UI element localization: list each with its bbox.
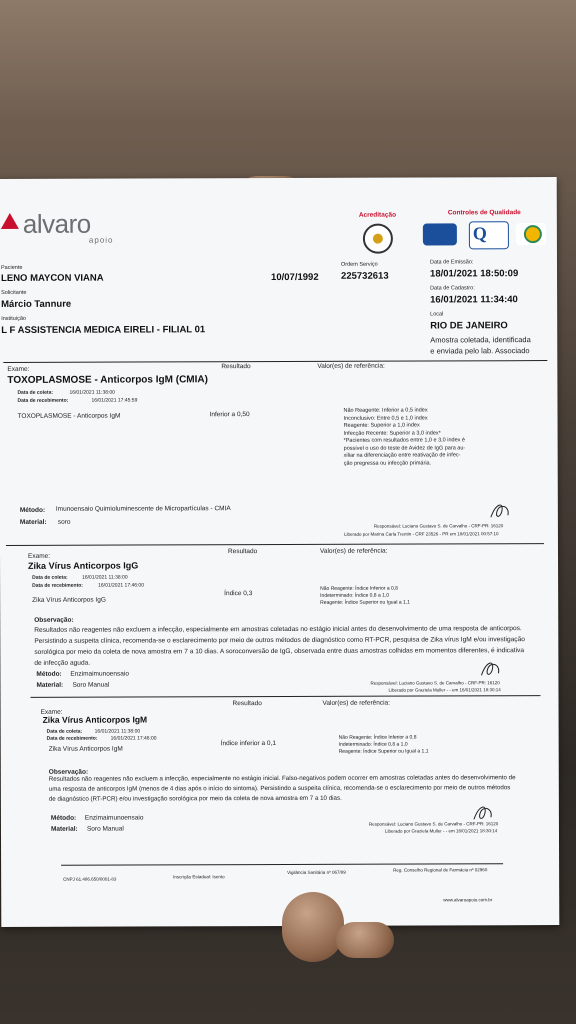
local-name: RIO DE JANEIRO (430, 320, 508, 332)
sample-note-1: Amostra coletada, identificada (430, 335, 531, 345)
exam3-responsible: Responsável: Luciano Gustavo S. de Carvalho - CRF-PR: 16120 (368, 821, 499, 827)
controllab-badge-icon (423, 223, 457, 245)
divider-2 (6, 543, 544, 546)
exam3-title: Zika Vírus Anticorpos IgM (42, 714, 148, 725)
lab-report-sheet (0, 177, 559, 927)
exam2-collect: 16/01/2021 11:38:00 (82, 574, 128, 581)
exam1-ref-line: Reagente: Superior a 1,0 index (343, 422, 420, 429)
order-number: 225732613 (341, 270, 389, 282)
exam1-title: TOXOPLASMOSE - Anticorpos IgM (CMIA) (7, 374, 208, 386)
patient-label: Paciente (0, 264, 23, 271)
hand-bottom (336, 922, 394, 958)
external-control-badge-icon (516, 223, 546, 245)
exam1-ref-line: xiliar na diferenciação entre reativação de infec- (343, 452, 461, 459)
exam2-obs-label: Observação: (34, 616, 74, 624)
exam3-material: Soro Manual (86, 825, 124, 833)
exam3-ref-line: Reagente: Índice Superior ou Igual a 1,1 (338, 748, 429, 755)
exam3-released: Liberado por Graziela Muller - - em 16/01/2021 18:30:14 (384, 828, 498, 834)
exam2-method: Enzimaimunoensaio (70, 670, 129, 678)
exam1-name: TOXOPLASMOSE - Anticorpos IgM (17, 412, 121, 420)
exam2-ref-line: Reagente: Índice Superior ou Igual a 1,1 (320, 599, 410, 606)
exam3-col-result: Resultado (232, 700, 262, 708)
exam2-method-label: Método: (36, 670, 62, 678)
exam2-receive-label: Data de recebimento: (32, 582, 83, 589)
emission-date: 18/01/2021 18:50:09 (430, 268, 519, 280)
exam2-receive: 16/01/2021 17:46:00 (98, 582, 145, 589)
exam2-signature (478, 657, 502, 679)
requester-label: Solicitante (1, 289, 27, 296)
logo-sub: apoio (88, 235, 114, 245)
pnacl-seal-icon (363, 224, 393, 254)
exam2-reference (320, 586, 410, 607)
accreditation-label: Acreditação (358, 211, 397, 219)
exam1-collect-label: Data de coleta: (17, 389, 54, 396)
exam1-result: Inferior a 0,50 (209, 411, 250, 419)
sample-note-2: e enviada pelo lab. Associado (430, 346, 530, 356)
exam2-material: Soro Manual (72, 681, 110, 689)
exam3-material-label: Material: (50, 825, 78, 833)
exam2-title: Zika Vírus Anticorpos IgG (28, 560, 139, 571)
exam1-method-label: Método: (19, 506, 46, 514)
exam1-collect: 16/01/2021 11:38:00 (69, 389, 115, 396)
exam3-collect-label: Data de coleta: (46, 728, 83, 735)
exam2-observation: Resultados não reagentes não excluem a infecção, especialmente em amostras coletadas no estágio inicial antes do desenvolvimento de uma resposta de anticorpos. Persistindo a suspeita clínica, recomenda-se o esclarecimento por meio de outros métodos de diagnóstico como RT-PCR, pesquisa de Zika vírus IgM e/ou investigação sorológica por meio da coleta de nova amostra em 7 a 10 dias. A soroconversão de IgG, observada entre duas amostras colhidas em momentos diferentes, é indicativa de infecção aguda. (34, 625, 525, 667)
exam1-method: Imunoensaio Quimioluminescente de Micropartículas - CMIA (55, 505, 231, 513)
register-date: 16/01/2021 11:34:40 (430, 294, 518, 306)
exam3-method-label: Método: (50, 814, 77, 822)
exam1-ref-line: Infecção Recente: Superior a 3,0 index* (343, 429, 441, 437)
divider-3 (31, 695, 541, 698)
footer-cnpj: CNPJ 61.486.650/0001-83 (63, 876, 117, 882)
footer-site: www.alvaroapoio.com.br (443, 897, 493, 903)
exam1-material: soro (57, 518, 71, 526)
exam3-reference (339, 734, 429, 755)
exam1-ref-line: Inconclusivo: Entre 0,5 e 1,0 index (343, 414, 428, 422)
exam2-result: Índice 0,3 (224, 590, 253, 598)
footer-sanitary: Vigilância Sanitária nº 067/89 (287, 869, 346, 875)
exam2-col-ref: Valor(es) de referência: (319, 547, 388, 555)
divider-footer (61, 863, 503, 865)
quality-label: Controles de Qualidade (447, 209, 521, 217)
exam1-signature (488, 499, 514, 521)
footer-crf: Reg. Conselho Regional de Farmácia nº 02960 (393, 867, 488, 873)
exam1-ref-line: *Pacientes com resultados entre 1,0 e 3,0 index é (343, 437, 466, 444)
exam3-name: Zika Vírus Anticorpos IgM (48, 745, 123, 753)
emission-label: Data de Emissão: (429, 259, 474, 266)
exam1-ref-line: possível o uso do teste de Avidez de IgG para au- (343, 444, 466, 452)
institution-label: Instituição (1, 315, 26, 322)
exam1-responsible: Responsável: Luciano Gustavo S. de Carvalho - CRF-PR: 16120 (373, 523, 504, 529)
exam1-ref-line: ção pregressa ou infecção primária. (343, 459, 432, 467)
exam1-col-ref: Valor(es) de referência: (317, 362, 385, 370)
requester-name: Márcio Tannure (1, 298, 72, 310)
exam3-receive-label: Data de recebimento: (46, 735, 98, 742)
exam3-collect: 16/01/2021 11:38:00 (94, 728, 141, 735)
exam2-col-result: Resultado (227, 548, 258, 556)
quality-club-badge-icon: Q (469, 221, 509, 249)
logo-triangle-icon (1, 213, 19, 229)
exam1-material-label: Material: (19, 518, 47, 526)
exam3-observation: Resultados não reagentes não excluem a infecção, especialmente no estágio inicial. Falso-negativos podem ocorrer em amostras coletadas antes do desenvolvimento de uma resposta de anticorpos IgM (menos de 4 dias após o início do sintoma). Persistindo a suspeita clínica, recomenda-se o esclarecimento por meio de outros métodos de diagnóstico (RT-PCR) e/ou investigação sorológica por meio da coleta de nova amostra em 7 a 10 dias. (48, 774, 516, 803)
exam3-signature (471, 801, 495, 823)
finger-bottom (282, 892, 344, 962)
institution-name: L F ASSISTENCIA MEDICA EIRELI - FILIAL 01 (1, 324, 206, 336)
exam2-responsible: Responsável: Luciano Gustavo S. de Carvalho - CRF-PR: 16120 (370, 680, 500, 686)
patient-name: LENO MAYCON VIANA (1, 272, 104, 284)
exam2-name: Zika Vírus Anticorpos IgG (32, 596, 106, 604)
exam1-ref-line: Não Reagente: Inferior a 0,5 index (343, 407, 428, 414)
exam1-reference (343, 407, 465, 467)
exam2-ref-line: Indeterminado: Índice 0,8 a 1,0 (320, 592, 390, 599)
exam2-material-label: Material: (36, 681, 64, 689)
exam3-col-exam: Exame: (40, 708, 63, 716)
exam1-col-result: Resultado (221, 363, 251, 371)
exam1-receive-label: Data de recebimento: (17, 397, 69, 404)
register-label: Data de Cadastro: (430, 285, 475, 292)
exam1-receive: 16/01/2021 17:45:59 (91, 397, 138, 404)
exam3-ref-line: Não Reagente: Índice Inferior a 0,8 (338, 734, 417, 741)
exam3-ref-line: Indeterminado: Índice 0,8 a 1,0 (338, 741, 408, 748)
exam3-receive: 16/01/2021 17:46:00 (110, 735, 157, 742)
order-label: Ordem Serviço (340, 261, 378, 268)
patient-birth: 10/07/1992 (271, 271, 319, 284)
exam2-collect-label: Data de coleta: (32, 574, 68, 581)
exam1-col-exam: Exame: (7, 365, 30, 373)
exam3-result: Índice inferior a 0,1 (220, 740, 276, 748)
exam1-released: Liberado por Marina Carla Trentin - CRF 23526 - PR em 18/01/2021 00:57:10 (343, 531, 499, 537)
exam3-col-ref: Valor(es) de referência: (322, 699, 390, 707)
logo-main: alvaro (22, 208, 91, 239)
exam2-released: Liberado por Graziela Muller - - em 16/01/2021 18:30:14 (388, 687, 501, 693)
exam3-obs-label: Observação: (48, 768, 89, 776)
exam2-ref-line: Não Reagente: Índice Inferior a 0,8 (320, 585, 398, 592)
local-label: Local (430, 311, 444, 318)
exam2-col-exam: Exame: (28, 552, 51, 560)
exam3-method: Enzimaimunoensaio (84, 814, 144, 822)
footer-state-reg: Inscrição Estadual: Isento (173, 874, 225, 880)
divider-1 (3, 360, 547, 363)
